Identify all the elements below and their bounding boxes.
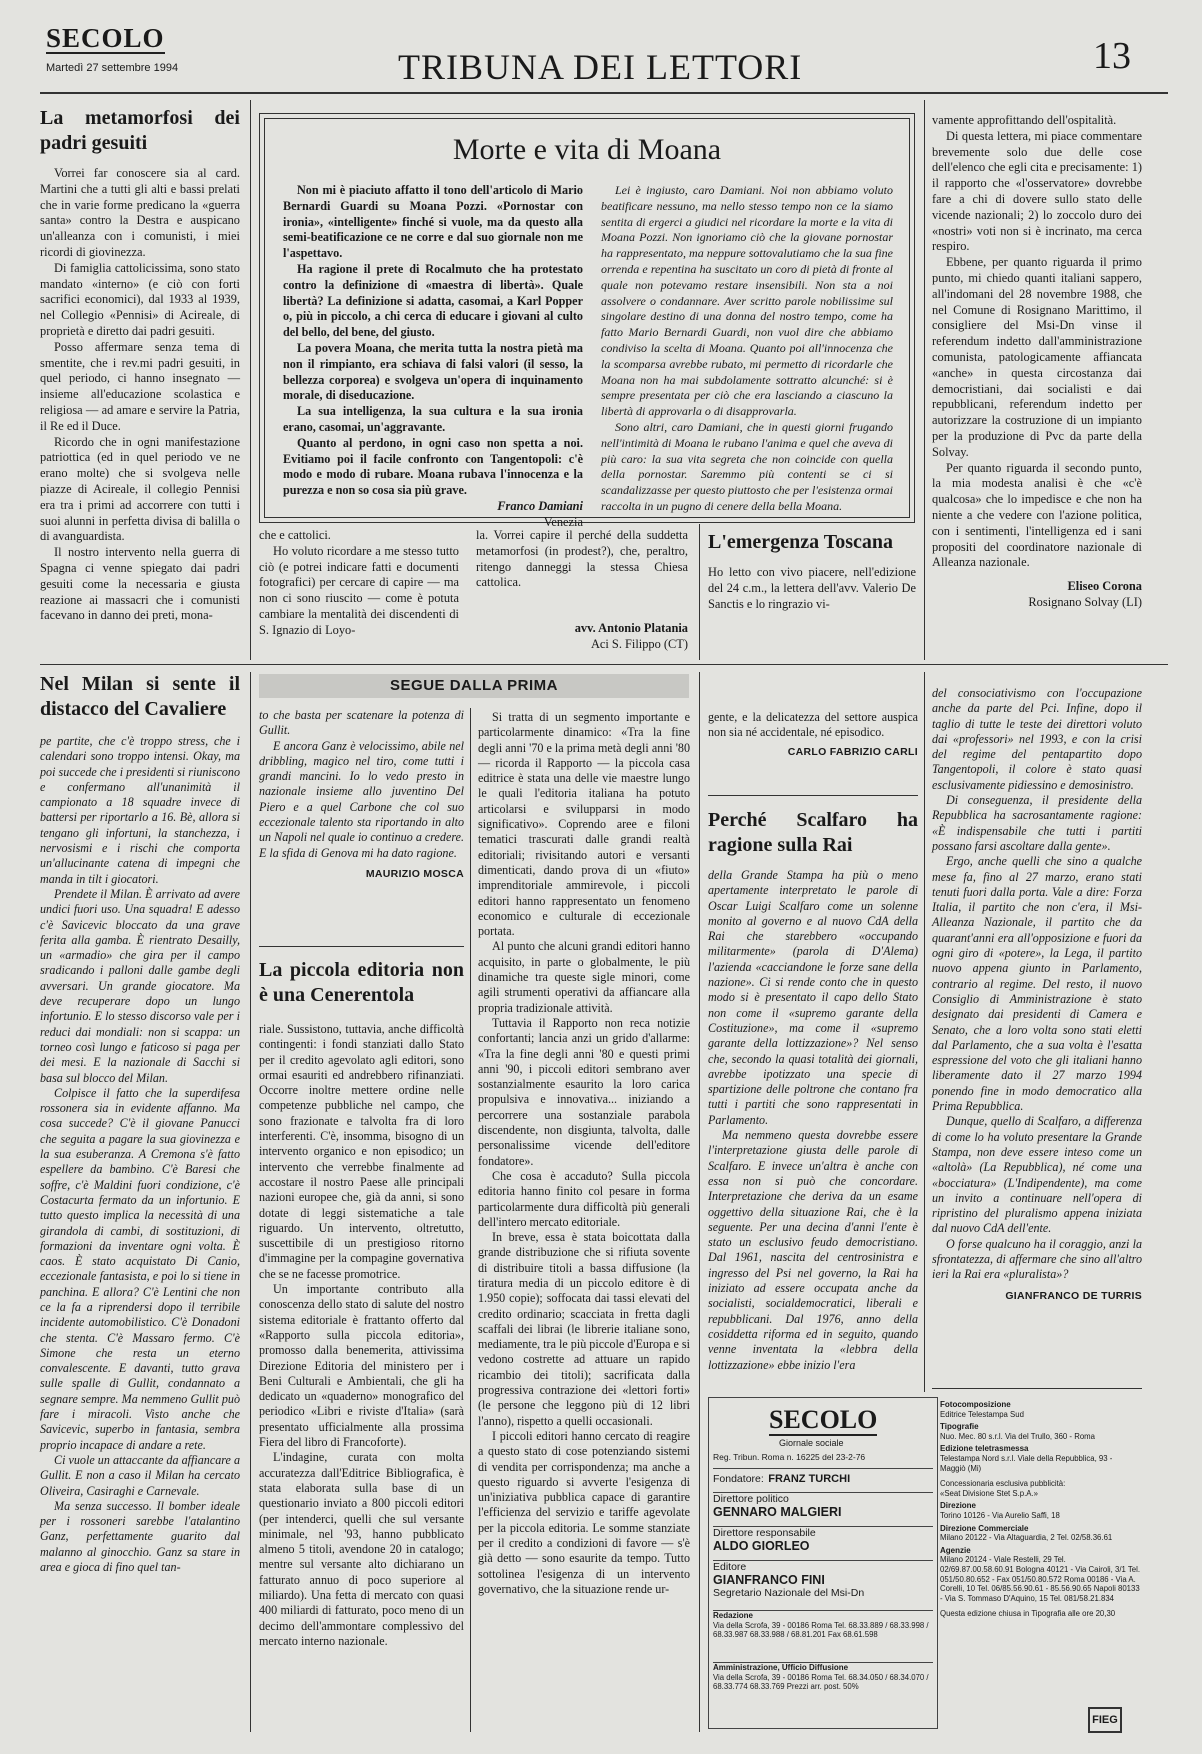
paragraph: Dunque, quello di Scalfaro, a differenza di come lo ha voluto presentare la Grande Stampa, non deve essere inteso come un «altolà» (La Repubblica), né come una «bocciatura» (L'Indipendente), ma come un invito a continuare nell'opera di ripristino del pluralismo appena iniziata dal nuovo CdA dell'ente. xyxy=(932,1114,1142,1236)
imprint-label: Fotocomposizione xyxy=(940,1400,1011,1409)
paragraph: to che basta per scatenare la potenza di Gullit. xyxy=(259,708,464,738)
column-rule xyxy=(699,524,700,660)
paragraph: Ricordo che in ogni manifestazione patriottica (ed in quel periodo ve ne erano molte) che si svolgeva nelle piazze di Acireale, il collegio Pennisi era tra i primi ad accorrere con tutti i suoi alunni in perfetta divisa di balilla o di avanguardista. xyxy=(40,434,240,544)
imprint-label: Direttore responsabile xyxy=(713,1527,816,1539)
moana-reply xyxy=(601,183,893,513)
article-title: La piccola editoria non è una Cenerentola xyxy=(259,959,464,1006)
imprint-label: Fondatore: xyxy=(713,1473,764,1485)
paragraph: Al punto che alcuni grandi editori hanno acquisito, in parte o globalmente, le più dinamiche tra queste sigle minori, come agili strumenti operativi da affiancare alla propria tradizionale attività. xyxy=(478,939,690,1015)
signature-name: Franco Damiani xyxy=(497,498,583,513)
paragraph: La povera Moana, che merita tutta la nostra pietà ma non il rimpianto, era schiava di falsi valori (il sesso, la bellezza corporea) e svolgeva un'opera di inquinamento morale, di diseducazione. xyxy=(283,340,583,403)
article-editoria xyxy=(259,958,464,1732)
paragraph: Ho letto con vivo piacere, nell'edizione del 24 c.m., la lettera dell'avv. Valerio De Sanctis e lo ringrazio vi- xyxy=(708,565,916,611)
paragraph: L'indagine, curata con molta accuratezza dall'Editrice Bibliografica, è stata elaborata sulla base di un questionario inviato a 800 piccoli editori (per intenderci, quelli che sul versante minimale, nel '93, hanno pubblicato almeno 5 titoli, avendone 20 in catalogo; mentre sul versante alto dichiarano un fatturato annuo di poco superiore al miliardo). Una fetta di mercato con quasi 400 miliardi di fatturato, poco meno di un decimo dell'ammontare complessivo del mercato interno nazionale. xyxy=(259,1450,464,1648)
signature-place: Venezia xyxy=(543,514,583,529)
article-title: Perché Scalfaro ha ragione sulla Rai xyxy=(708,809,918,856)
imprint-value: Questa edizione chiusa in Tipografia alle ore 20,30 xyxy=(940,1609,1116,1619)
column-rule xyxy=(924,100,925,660)
article-toscana xyxy=(708,530,916,662)
paragraph: I piccoli editori hanno cercato di reagire a questo stato di cose potenziando sistemi di vendita per corrispondenza; ma anche a questo riguardo si avverte l'esigenza di un'iniziativa pubblica capace di garantire l'efficienza del servizio e tariffe agevolate per la piccola editoria. Le somme stanziate per il credito a condizioni di favore — s'è già detto — sono esaurite da tempo. Tutto sottolinea l'esigenza di un intervento governativo, che la situazione rende ur- xyxy=(478,1428,690,1596)
signature-place: Aci S. Filippo (CT) xyxy=(590,636,688,651)
signature-name: MAURIZIO MOSCA xyxy=(365,867,464,880)
imprint-label: Concessionaria esclusiva pubblicità: xyxy=(940,1479,1066,1489)
paragraph: Di questa lettera, mi piace commentare brevemente solo due delle cose dell'elenco che egli cita e precisamente: 1) il rapporto che «l'osservatore» dovrebbe fare a chi di dovere sullo stato delle vicende nazionali; 2) lo zoccolo duro dei «nostri» voti non si è incrinato, ma cerca respiro. xyxy=(932,128,1143,254)
paragraph: Posso affermare senza tema di smentite, che i rev.mi padri gesuiti, in quel periodo, ci hanno insegnato — insieme all'educazione scolastica e religiosa — ad amare e servire la Patria, il Re ed il Duce. xyxy=(40,339,240,433)
section-title: TRIBUNA DEI LETTORI xyxy=(398,47,803,87)
paragraph: Di famiglia cattolicissima, sono stato mandato «interno» (e ciò con forti sacrifici economici), dal 1933 al 1939, nel Collegio «Pennisi» di Acireale, di proprietà e diretto dai padri gesuiti. xyxy=(40,260,240,338)
article-divider xyxy=(259,946,464,947)
masthead-date: Martedì 27 settembre 1994 xyxy=(46,62,179,74)
paragraph: Che cosa è accaduto? Sulla piccola editoria hanno finito col pesare in forma particolarmente dura difficoltà più generali dell'intero mercato editoriale. xyxy=(478,1168,690,1229)
article-title: La metamorfosi dei padri gesuiti xyxy=(40,107,240,154)
metamorfosi-continuation-2 xyxy=(476,528,688,662)
paragraph: Ha ragione il prete di Rocalmuto che ha protestato contro la definizione di «maestra di libertà». Quale libertà? La definizione si adatta, casomai, a Karl Popper o, più in piccolo, a chi cerca di educare i giovani al culto del bello, del bene, del giusto. xyxy=(283,261,583,340)
imprint-label: Tipografie xyxy=(940,1422,979,1432)
paragraph: pe partite, che c'è troppo stress, che i calendari sono troppo intensi. Okay, ma poi succede che i presidenti si riuniscono e confermano all'unanimità il campionato a 18 squadre invece di battersi per riportarlo a 16. Bè, allora si tengano gli infortuni, la stanchezza, i nervosismi e i rischi che comporta un'allucinante catena di impegni che manda in tilt i giocatori. xyxy=(40,734,240,886)
signature-name: GIANFRANCO DE TURRIS xyxy=(1005,1289,1142,1302)
paragraph: Colpisce il fatto che la superdifesa rossonera sia in evidente affanno. Ma cosa succede? C'è il giovane Panucci che seguita a pagare la sua giovinezza e la sua esuberanza. A Cremona s'è fatto espellere da bambino. C'è Baresi che soffre, c'è Maldini fuori condizione, c'è Costacurta fermato da un infortunio. E tutto questo implica la necessità di una girandola di cambi, di sostituzioni, di formazioni da inventare ogni volta. È caos. È stato acquistato Di Canio, eccezionale fantasista, e poi lo si tiene in panchina. E allora? C'è Lentini che non ce la fa a riprendersi dopo il terribile incidente automobilistico. C'è Donadoni che stenta. C'è Massaro fermo. C'è Simone che resta un eterno convalescente. E davanti, tutto grava sulle spalle di Gullit, condannato a segnare sempre. Ma nemmeno Gullit può fare i miracoli. Visto anche che Savicevic, superbo in fantasia, sembra proprio incapace di andare a rete. xyxy=(40,1085,240,1452)
editoria-column-2 xyxy=(478,710,690,1732)
imprint-box xyxy=(708,1397,938,1729)
imprint-director xyxy=(713,1492,933,1525)
paragraph: Di conseguenza, il presidente della Repubblica ha sacrosantamente ragione: «È indispensabile che tutti i partiti possano farsi ascoltare dalla gente». xyxy=(932,793,1142,853)
paragraph: che e cattolici. xyxy=(259,528,331,542)
paragraph: la. Vorrei capire il perché della suddetta metamorfosi (in prodest?), che, peraltro, ritengo danneggi la stessa Chiesa cattolica. xyxy=(476,528,688,590)
column-rule xyxy=(250,672,251,1732)
paragraph: Prendete il Milan. È arrivato ad avere undici fuori uso. Una squadra! E adesso c'è Savicevic bloccato da una grave ferita alla gamba. È rientrato Desailly, un «armadio» che gira per il campo sradicando i palloni dalle gambe degli avversari. Un grande giocatore. Ma deve recuperare dopo un lungo infortunio. E lo stesso discorso vale per i reduci dai mondiali: non si scappa: un torneo così lungo e faticoso si paga per dei mesi. E la nazionale di Sacchi si basa sul blocco del Milan. xyxy=(40,886,240,1085)
imprint-label: Editore xyxy=(713,1561,747,1573)
masthead-rule xyxy=(40,92,1168,94)
moana-letter xyxy=(283,183,583,529)
milan-continuation xyxy=(259,708,464,923)
paragraph: Si tratta di un segmento importante e particolarmente dinamico: «Tra la fine degli anni '70 e la prima metà degli anni '80 — ricorda il Rapporto — la piccola casa editrice è stata una delle vie maestre lungo le quali l'editoria italiana ha potuto articolarsi e svilupparsi in modo significativo». Coprendo aree e filoni tematici trascurati dalle grandi realtà editoriali; rivisitando autori e versanti dimenticati, dando prova di un «fiuto» imprenditoriale ammirevole, i piccoli editori hanno rappresentato un fenomeno economico e culturale di eccezionale portata. xyxy=(478,710,690,939)
paragraph: In breve, essa è stata boicottata dalla grande distribuzione che si rifiuta sovente di distribuire titoli a bassa diffusione (la tiratura media di un piccolo editore è di 1.950 copie); soffocata dai tassi elevati del credito ordinario; scacciata in fretta dagli scaffali dei librai (le librerie italiane sono, mediamente, tra le più piccole d'Europa e si vedono costrette ad attuare un rapido ricambio dei titoli); sacrificata dalla progressiva contrazione dei «lettori forti» (le persone che leggono più di 12 libri l'anno), rispetto a quelli occasionali. xyxy=(478,1230,690,1428)
article-divider xyxy=(932,1388,1142,1389)
metamorfosi-continuation-1 xyxy=(259,528,459,658)
paragraph: Lei è ingiusto, caro Damiani. Noi non abbiamo voluto beatificare nessuno, ma nello stesso tempo non ce la siamo sentita di ergerci a giudici nel ricordare la morte e la vita di Moana Pozzi. Non ignoriamo ciò che la giovane pornostar ha rappresentato, ma neppure sottovalutiamo che la sua fine orrenda e repentina ha suscitato un coro di pietà di fronte al quale non potevamo restare insensibili. Non sta a noi assolvere o condannare. Aver scritto parole nobilissime sul singolare destino di una donna del nostro tempo, come ha fatto Mario Bernardi Guardi, non vuol dire che abbiamo condiviso la scelta di Moana. Quanto poi all'innocenza che la scomparsa avrebbe rubato, mi permetto di ricordarle che Moana non ha mai subdolamente sottratto alcunché: si è sempre presentata per ciò che era lasciando a ciascuno la libertà di approvarla o di disapprovarla. xyxy=(601,183,893,419)
imprint-value: Nuo. Mec. 80 s.r.l. Via del Trullo, 360 - Roma xyxy=(940,1431,1095,1441)
article-title: Morte e vita di Moana xyxy=(452,133,722,166)
imprint-value: ALDO GIORLEO xyxy=(713,1539,810,1553)
article-metamorfosi xyxy=(40,106,240,646)
imprint-value: Milano 20124 - Viale Restelli, 29 Tel. 02/69.87.00.58.60.91 Bologna 40121 - Via Cairoli, 3/1 Tel. 051/50.80.652 - Fax 051/50.80.572 Roma 00186 - Via A. Corelli, 10 Tel. 06/85.56.90.61 - 85.56.90.65 Napoli 80133 - Via S. Tommaso D'Aquino, 15 Tel. 081/58.21.834 xyxy=(940,1555,1140,1603)
section-divider xyxy=(40,664,1168,665)
paragraph: Vorrei far conoscere sia al card. Martini che a tutti gli alti e bassi prelati che in varie forme predicano la «guerra santa» contro la Destra e auspicano un'alleanza con i comunisti, i miei ricordi di giovinezza. xyxy=(40,166,240,259)
imprint-value: Editrice Telestampa Sud xyxy=(940,1409,1024,1419)
paragraph: vamente approfittando dell'ospitalità. xyxy=(932,113,1117,127)
paragraph: O forse qualcuno ha il coraggio, anzi la sfrontatezza, di affermare che sino all'altro ieri la Rai era «pluralista»? xyxy=(932,1236,1142,1282)
imprint-label: Direzione Commerciale xyxy=(940,1523,1029,1533)
moana-box-inner xyxy=(264,118,910,529)
paragraph: Non mi è piaciuto affatto il tono dell'articolo di Mario Bernardi Guardi su Moana Pozzi. «Pornostar con ironia», «intelligente» finché si vuole, ma da questo alla semi-beatificazione ce ne corre e dal suo giornale non me l'aspettavo. xyxy=(283,183,583,261)
masthead-logo: SECOLO xyxy=(46,23,165,53)
imprint-label: Amministrazione, Ufficio Diffusione xyxy=(713,1663,849,1672)
signature-name: CARLO FABRIZIO CARLI xyxy=(787,745,918,758)
segue-dalla-prima-banner: SEGUE DALLA PRIMA xyxy=(259,674,689,698)
paragraph: Ma senza successo. Il bomber ideale per i rossoneri sarebbe l'atalantino Ganz, perfettamente guarito dal malanno al ginocchio. Ganz sa stare in area e gioca di fino quel tan- xyxy=(40,1498,240,1575)
imprint-value: «Seat Divisione Stet S.p.A.» xyxy=(940,1488,1038,1498)
signature-place: Rosignano Solvay (LI) xyxy=(1028,594,1142,609)
paragraph: del consociativismo con l'occupazione anche da parte del Pci. Infine, dopo il taglio di tutte le teste dei direttori voluto dai «professori» nel 1993, e con la crisi del regime del pentapartito dopo Tangentopoli, il colore è stato quasi esclusivamente pidiessino e demosinistro. xyxy=(932,686,1142,792)
page-number: 13 xyxy=(1093,35,1131,77)
article-scalfaro xyxy=(708,808,918,1388)
paragraph: La sua intelligenza, la sua cultura e la sua ironia erano, casomai, un'aggravante. xyxy=(283,404,583,434)
paragraph: della Grande Stampa ha più o meno apertamente interpretato le parole di Oscar Luigi Scalfaro come un solenne monito al governo e al nuovo CdA della Rai che starebbero «occupando militarmente» (parola di D'Alema) l'azienda «cacciandone le forze sane della nazione». Ci si rende conto che in questo modo si è presentato il capo dello Stato non come il «supremo garante della Costituzione», ma come il «supremo garante della lottizzazione»? Nel senso che, secondo la quasi totalità dei giornali, avrebbe ipotizzato una specie di spartizione delle poltrone che contano fra tutti i partiti che sono rappresentati in Parlamento. xyxy=(708,868,918,1127)
imprint-label: Agenzie xyxy=(940,1545,971,1555)
imprint-value: Segretario Nazionale del Msi-Dn xyxy=(713,1587,865,1599)
imprint-redazione xyxy=(713,1610,933,1659)
paragraph: Sono altri, caro Damiani, che in questi giorni frugando nell'intimità di Moana le rubano l'anima e quel che aveva di più caro: la sua vita segreta che non coincide con quella della pornostar. Saremmo più contenti se ci si scandalizzasse per questo piuttosto che per l'esistenza ormai raccolta in un pugno di cenere della bella Moana. xyxy=(601,419,893,513)
article-title: L'emergenza Toscana xyxy=(708,531,893,553)
signature-name: Eliseo Corona xyxy=(1067,579,1142,594)
imprint-value: GENNARO MALGIERI xyxy=(713,1505,842,1519)
imprint-subtitle: Giornale sociale xyxy=(779,1438,844,1448)
paragraph: Quanto al perdono, in ogni caso non spetta a noi. Evitiamo poi il facile confronto con Tangentopoli: c'è modo e modo di rubare. Moana rubava l'innocenza e la purezza e non so cosa sia più grave. xyxy=(283,435,583,498)
paragraph: Un importante contributo alla conoscenza dello stato di salute del nostro sistema editoriale è frattanto offerto dal «Rapporto sulla piccola editoria», promosso dalla benemerita, attivissima Direzione Editoria del ministero per i Beni Culturali e Ambientali, che gli ha dedicato un «quaderno» monografico del periodico «Libri e riviste d'Italia» (sarà presentato ufficialmente alla prossima Fiera del libro di Francoforte). xyxy=(259,1282,464,1450)
column-rule xyxy=(699,672,700,1732)
signature-name: avv. Antonio Platania xyxy=(574,621,688,636)
article-corona-letter xyxy=(932,113,1142,658)
imprint-label: Direttore politico xyxy=(713,1493,789,1505)
imprint-right-column xyxy=(940,1400,1140,1705)
imprint-value: FRANZ TURCHI xyxy=(768,1473,851,1485)
column-rule xyxy=(924,672,925,1392)
paragraph: Ergo, anche quelli che sino a qualche mese fa, fino al 27 marzo, erano stati tenuti fuori dalla porta. Vale a dire: Forza Italia, il partito che non c'era, il Msi-Alleanza Nazionale, il partito che da quarant'anni era all'opposizione e fuori da ogni giro di «potere», la Lega, il partito nuovo appena giunto in Parlamento, contrario al regime. Del resto, il nuovo Consiglio di Amministrazione è stato designato dai presidenti di Camera e Senato, che a loro volta sono stati eletti dal Parlamento, che a sua volta è l'esatta espressione del voto che gli italiani hanno liberamente dato il 27 marzo 1994 ponendo fine in modo democratico alla Prima Repubblica. xyxy=(932,854,1142,1114)
scalfaro-continuation xyxy=(932,686,1142,1386)
paragraph: gente, e la delicatezza del settore auspica non sia né accidentale, né episodico. xyxy=(708,710,918,740)
column-rule xyxy=(470,708,471,1732)
fieg-stamp: FIEG xyxy=(1088,1707,1122,1733)
article-milan xyxy=(40,672,240,1732)
paragraph: Ma nemmeno questa dovrebbe essere l'interpretazione giusta delle parole di Scalfaro. E invece un'altra è anche con essa non si può che concordare. Interpretazione che deriva da un esame oggettivo della situazione Rai, che è la seguente. Per una decina d'anni l'ente è stato un esclusivo feudo democristiano. Dal 1961, nascita del centrosinistra e ingresso del Psi nel governo, la Rai ha iniziato ad essere occupata anche da socialisti, socialdemocratici, liberali e repubblicani. Dal 1976, anno della cosiddetta riforma ed in seguito, quando venne inventata la «lebbra della lottizzazione» ebbe inizio l'era xyxy=(708,1128,918,1372)
paragraph: riale. Sussistono, tuttavia, anche difficoltà contingenti: i fondi stanziati dallo Stato per il credito agevolato agli editori, sono ormai esauriti ed andrebbero rifinanziati. Occorre inoltre mettere ordine nelle competenze pubbliche nel campo, che sono frazionate e talvolta fra di loro interferenti. C'è, insomma, bisogno di un intervento organico e non episodico; un intervento che verrebbe finalmente ad accostare il nostro Paese alle principali nazioni europee che, già da anni, si sono dotate di leggi sistematiche a tale riguardo. Un intervento, oltretutto, suscettibile di un prestigioso ritorno d'immagine per la compagine governativa che se ne facesse promotrice. xyxy=(259,1022,464,1281)
imprint-label: Edizione teletrasmessa xyxy=(940,1444,1029,1454)
imprint-value: Via della Scrofa, 39 - 00186 Roma Tel. 68.33.889 / 68.33.998 / 68.33.987 68.33.988 / 68.81.201 Fax 68.61.598 xyxy=(713,1620,929,1640)
paragraph: Ebbene, per quanto riguarda il primo punto, mi chiedo quanti italiani sappero, all'indomani del 28 novembre 1988, che nel Comune di Rosignano Marittimo, il consigliere del Msi-Dn vinse il referendum indetto dall'amministrazione comunista, patologicamente affiancata «anche» in questa circostanza dai democristiani, dai socialisti e dai repubblicani, referendum indetto per autorizzare la costruzione di un impianto per la produzione di Pvc da parte della Solvay. xyxy=(932,255,1142,459)
article-title: Nel Milan si sente il distacco del Cavaliere xyxy=(40,673,240,720)
imprint-value: Torino 10126 - Via Aurelio Saffi, 18 xyxy=(940,1510,1060,1520)
imprint-value: Telestampa Nord s.r.l. Viale della Repubblica, 93 - Maggiò (Mi) xyxy=(940,1453,1113,1473)
imprint-founder xyxy=(713,1468,933,1491)
imprint-value: GIANFRANCO FINI xyxy=(713,1573,825,1587)
paragraph: Per quanto riguarda il secondo punto, la mia modesta analisi è che «c'è qualcosa» che lo impedisce e che non ha niente a che vedere con l'azione politica, con i sentimenti, l'intelligenza ed i sani propositi del coordinatore nazionale di Alleanza nazionale. xyxy=(932,460,1142,570)
imprint-value: Via della Scrofa, 39 - 00186 Roma Tel. 68.34.050 / 68.34.070 / 68.33.774 68.33.769 Prezzi arr. post. 50% xyxy=(713,1672,929,1692)
moana-box xyxy=(259,113,915,529)
imprint-responsible xyxy=(713,1526,933,1559)
imprint-label: Direzione xyxy=(940,1501,977,1511)
paragraph: Ho voluto ricordare a me stesso tutto ciò (e potrei indicare fatti e documenti fotografici) per cercare di capire — ma non ci sono riuscito — come è potuta cambiare la mentalità dei discendenti di S. Ignazio di Loyo- xyxy=(259,543,459,637)
editoria-column-3 xyxy=(708,710,918,770)
paragraph: Il nostro intervento nella guerra di Spagna ci venne spiegato dai padri gesuiti come la necessaria e giusta reazione ai massacri che i comunisti facevano in danno dei preti, mona- xyxy=(40,545,240,623)
paragraph: Ci vuole un attaccante da affiancare a Gullit. E non a caso il Milan ha cercato Oliveira, Casiraghi e Carnevale. xyxy=(40,1452,240,1498)
article-divider xyxy=(708,795,918,796)
column-rule xyxy=(250,100,251,660)
imprint-publisher xyxy=(713,1560,933,1607)
paragraph: Tuttavia il Rapporto non reca notizie confortanti; lancia anzi un grido d'allarme: «Tra la fine degli anni '80 e questi primi anni '90, i piccoli editori sembrano aver sostanzialmente esaurito la loro carica propulsiva e innovativa... iniziando a percorrere una sostanziale parabola discendente, non disgiunta, talvolta, dalle personalissime vicende dell'editore fondatore». xyxy=(478,1015,690,1168)
imprint-amministrazione xyxy=(713,1662,933,1723)
imprint-registration: Reg. Tribun. Roma n. 16225 del 23-2-76 xyxy=(713,1452,866,1462)
imprint-value: Milano 20122 - Via Altaguardia, 2 Tel. 02/58.36.61 xyxy=(940,1533,1113,1543)
imprint-logo: SECOLO xyxy=(769,1405,878,1434)
imprint-label: Redazione xyxy=(713,1611,754,1620)
paragraph: E ancora Ganz è velocissimo, abile nel dribbling, magico nel tiro, come tutti i grandi mancini. Io lo vedo presto in nazionale insieme allo juventino Del Piero e a quel Carbone che col suo eccezionale talento sta riportando in alto un Napoli nel quale io continuo a credere. E la sfida di Genova mi ha dato ragione. xyxy=(259,738,464,860)
